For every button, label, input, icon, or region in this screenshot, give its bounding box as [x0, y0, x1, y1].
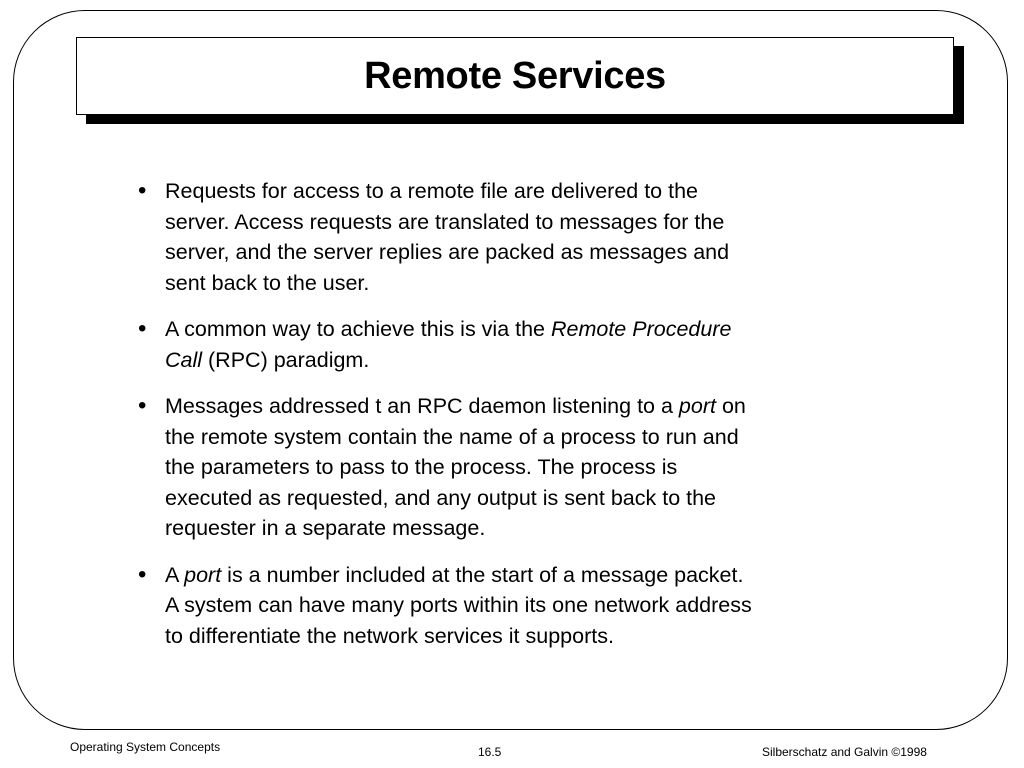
- text-segment: server, and the server replies are packed as messages and: [165, 240, 730, 264]
- text-segment: (RPC) paradigm.: [202, 347, 370, 372]
- bullet-line: [165, 590, 895, 621]
- bullet-dot-icon: •: [138, 315, 147, 342]
- bullet-line: [165, 452, 895, 483]
- text-segment: sent back to the user.: [165, 270, 370, 295]
- bullet-dot-icon: •: [138, 560, 147, 588]
- bullet-line: [165, 268, 895, 299]
- bullet-item: [135, 314, 895, 375]
- bullet-item: [135, 560, 895, 652]
- emphasized-term: Remote Procedure: [550, 317, 732, 341]
- title-box: [76, 37, 954, 115]
- bullet-line: [165, 513, 895, 544]
- text-segment: the parameters to pass to the process. The process is: [165, 455, 678, 479]
- bullet-line: [165, 422, 895, 453]
- emphasized-term: port: [184, 562, 222, 587]
- bullet-list: [135, 176, 895, 667]
- footer-authors-copyright: Silberschatz and Galvin ©1998: [762, 745, 927, 759]
- bullet-item: [135, 391, 895, 544]
- footer-course-title: Operating System Concepts: [70, 740, 221, 754]
- bullet-line: [165, 207, 895, 238]
- text-segment: the remote system contain the name of a process to run and: [165, 424, 739, 449]
- text-segment: server. Access requests are translated to messages for the: [165, 209, 725, 234]
- text-segment: on: [715, 394, 746, 418]
- bullet-line: [165, 560, 895, 591]
- footer-page-number: 16.5: [478, 745, 502, 759]
- text-segment: Messages addressed t an RPC daemon listening to a: [165, 394, 679, 418]
- text-segment: Requests for access to a remote file are delivered to the: [165, 179, 698, 203]
- text-segment: A common way to achieve this is via the: [165, 317, 551, 341]
- emphasized-term: port: [678, 394, 716, 418]
- emphasized-term: Call: [165, 347, 203, 372]
- bullet-line: [165, 483, 895, 514]
- bullet-line: [165, 391, 895, 422]
- bullet-line: [165, 176, 895, 207]
- text-segment: A: [165, 562, 185, 587]
- text-segment: executed as requested, and any output is sent back to the: [165, 485, 717, 510]
- bullet-dot-icon: •: [138, 177, 147, 204]
- text-segment: to differentiate the network services it supports.: [165, 623, 614, 648]
- text-segment: A system can have many ports within its one network address: [165, 593, 752, 617]
- bullet-line: [165, 345, 895, 376]
- slide-title: Remote Services: [364, 54, 666, 97]
- bullet-line: [165, 237, 895, 268]
- bullet-line: [165, 621, 895, 652]
- bullet-item: [135, 176, 895, 298]
- text-segment: is a number included at the start of a message packet.: [221, 562, 744, 587]
- text-segment: requester in a separate message.: [165, 516, 486, 540]
- bullet-line: [165, 314, 895, 345]
- bullet-dot-icon: •: [138, 392, 147, 419]
